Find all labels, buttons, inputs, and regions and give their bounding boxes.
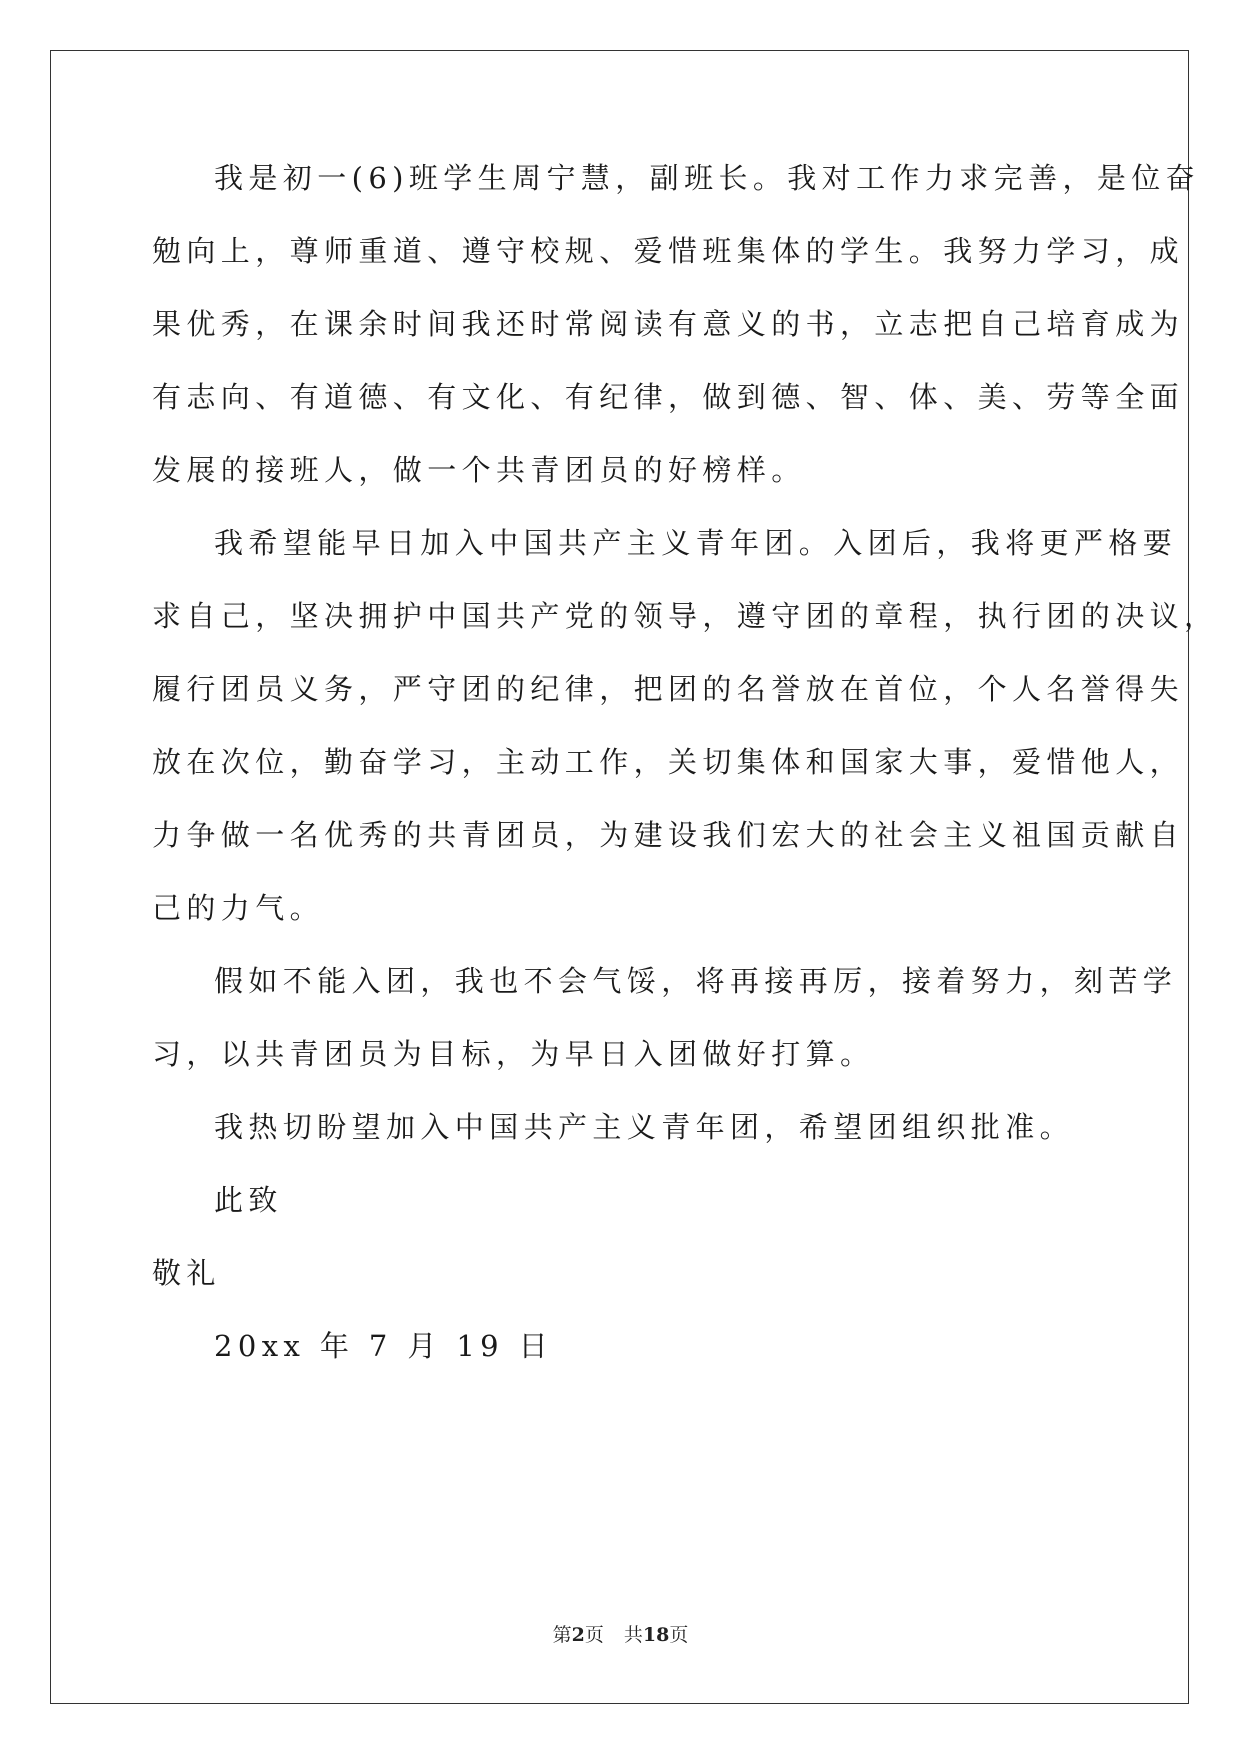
paragraph-2-line-5: 力争做一名优秀的共青团员，为建设我们宏大的社会主义祖国贡献自 <box>152 818 1185 852</box>
page-label-prefix: 第 <box>552 1624 572 1646</box>
letter-date: 20xx 年 7 月 19 日 <box>214 1329 554 1363</box>
paragraph-4-line-1: 我热切盼望加入中国共产主义青年团，希望团组织批准。 <box>214 1110 1075 1144</box>
paragraph-2-line-1: 我希望能早日加入中国共产主义青年团。入团后，我将更严格要 <box>214 526 1178 560</box>
total-label-suffix: 页 <box>669 1624 689 1646</box>
paragraph-2-line-4: 放在次位，勤奋学习，主动工作，关切集体和国家大事，爱惜他人， <box>152 745 1185 779</box>
closing-salutation: 此致 <box>214 1183 283 1217</box>
total-page-number: 18 <box>642 1624 670 1646</box>
paragraph-2-line-6: 己的力气。 <box>152 891 325 925</box>
current-page-number: 2 <box>571 1624 585 1646</box>
paragraph-1-line-4: 有志向、有道德、有文化、有纪律，做到德、智、体、美、劳等全面 <box>152 380 1185 414</box>
paragraph-3-line-2: 习，以共青团员为目标，为早日入团做好打算。 <box>152 1037 875 1071</box>
page-border <box>50 50 1189 1704</box>
paragraph-1-line-3: 果优秀，在课余时间我还时常阅读有意义的书，立志把自己培育成为 <box>152 307 1185 341</box>
paragraph-2-line-2: 求自己，坚决拥护中国共产党的领导，遵守团的章程，执行团的决议， <box>152 599 1219 633</box>
paragraph-3-line-1: 假如不能入团，我也不会气馁，将再接再厉，接着努力，刻苦学 <box>214 964 1178 998</box>
closing-regards: 敬礼 <box>152 1256 221 1290</box>
paragraph-1-line-1: 我是初一(6)班学生周宁慧，副班长。我对工作力求完善，是位奋 <box>214 161 1201 195</box>
page-label-suffix: 页 <box>584 1624 604 1646</box>
total-label-prefix: 共 <box>623 1624 643 1646</box>
paragraph-2-line-3: 履行团员义务，严守团的纪律，把团的名誉放在首位，个人名誉得失 <box>152 672 1185 706</box>
paragraph-1-line-2: 勉向上，尊师重道、遵守校规、爱惜班集体的学生。我努力学习，成 <box>152 234 1185 268</box>
page-footer <box>0 1620 1241 1647</box>
paragraph-1-line-5: 发展的接班人，做一个共青团员的好榜样。 <box>152 453 806 487</box>
